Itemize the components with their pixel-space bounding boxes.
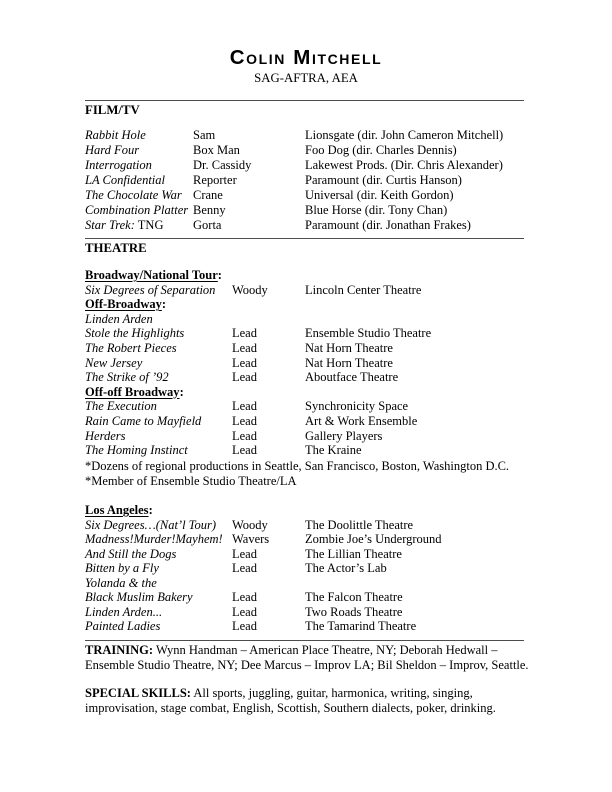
credit-role: Lead (232, 443, 257, 458)
credit-title-text: Star Trek: (85, 218, 135, 232)
credit-title (85, 218, 193, 233)
credit-company: Foo Dog (dir. Charles Dennis) (305, 143, 457, 157)
credit-role (232, 312, 305, 327)
credit-role: Lead (232, 340, 257, 355)
los-angeles-credits (85, 503, 529, 634)
credit-venue: Nat Horn Theatre (305, 355, 393, 370)
credit-title-text: Linden Arden... (85, 604, 163, 619)
credit-title-text: The Homing Instinct (85, 443, 188, 458)
credit-role: Lead (232, 370, 257, 385)
special-skills-paragraph (85, 686, 529, 716)
credit-company: Lionsgate (dir. John Cameron Mitchell) (305, 128, 504, 142)
credit-title (85, 128, 193, 143)
credit-title (85, 143, 193, 158)
credit-title-text: Madness!Murder!Mayhem! (85, 532, 223, 546)
credit-role: Lead (232, 399, 257, 414)
table-row (85, 576, 529, 591)
credit-role: Lead (232, 326, 257, 341)
credit-title-text: New Jersey (85, 355, 143, 370)
skills-text: All sports, juggling, guitar, harmonica, writing, singing, improvisation, stage combat, English, Scottish, Southern dialects, poker, drinking. (85, 686, 496, 716)
table-row (85, 312, 529, 327)
table-row (85, 532, 529, 547)
credit-venue: Synchronicity Space (305, 399, 409, 414)
credit-title-text: Interrogation (85, 158, 152, 172)
union-affiliations: SAG-AFTRA, AEA (254, 71, 358, 85)
credit-title-text: LA Confidential (85, 173, 165, 187)
theatre-credits (85, 268, 529, 458)
credit-company: Universal (dir. Keith Gordon) (305, 188, 454, 202)
section-heading-film-tv: FILM/TV (85, 103, 140, 117)
table-row (85, 341, 529, 356)
table-row (85, 399, 529, 414)
table-row (85, 590, 529, 605)
training-label: TRAINING: (85, 643, 154, 657)
credit-title (85, 203, 193, 218)
credit-venue: Two Roads Theatre (305, 604, 403, 619)
credit-title-text: Linden Arden (85, 311, 153, 326)
credit-venue: The Doolittle Theatre (305, 517, 414, 532)
subsection-heading-los-angeles (85, 503, 529, 518)
section-divider (85, 100, 524, 101)
page-title: Colin Mitchell (229, 46, 383, 69)
credit-title-text: Six Degrees of Separation (85, 282, 216, 297)
skills-label: SPECIAL SKILLS: (85, 686, 191, 700)
credit-title (85, 518, 232, 533)
credit-venue (305, 312, 529, 327)
section-heading-theatre: THEATRE (85, 241, 147, 255)
credit-title-text: Hard Four (85, 143, 140, 157)
credit-venue: The Kraine (305, 443, 362, 458)
credit-title-text: Stole the Highlights (85, 326, 185, 341)
table-row (85, 218, 529, 233)
credit-title (85, 619, 232, 634)
credit-role: Crane (193, 188, 223, 202)
credit-title-text: The Chocolate War (85, 188, 182, 202)
section-divider (85, 640, 524, 641)
credit-venue: Ensemble Studio Theatre (305, 326, 432, 341)
credit-venue: Art & Work Ensemble (305, 413, 418, 428)
credit-title (85, 576, 232, 591)
table-row (85, 619, 529, 634)
note-line: *Member of Ensemble Studio Theatre/LA (85, 473, 297, 488)
credit-role: Box Man (193, 143, 240, 157)
credit-venue: The Lillian Theatre (305, 546, 402, 561)
section-divider (85, 238, 524, 239)
table-row (85, 143, 529, 158)
table-row (85, 561, 529, 576)
subsection-heading-colon: : (148, 503, 153, 517)
credit-title-text: Painted Ladies (85, 619, 161, 633)
table-row (85, 429, 529, 444)
credit-title (85, 158, 193, 173)
credit-title-text: Rain Came to Mayfield (85, 413, 202, 428)
credit-title (85, 590, 232, 605)
table-row (85, 203, 529, 218)
table-row (85, 326, 529, 341)
credit-role: Woody (232, 282, 268, 297)
credit-role: Dr. Cassidy (193, 158, 252, 172)
credit-role: Lead (232, 413, 257, 428)
credit-company: Blue Horse (dir. Tony Chan) (305, 203, 448, 217)
credit-title (85, 429, 232, 444)
credit-title (85, 561, 232, 576)
credit-title-text: Six Degrees…(Nat’l Tour) (85, 517, 217, 532)
table-row (85, 518, 529, 533)
table-row (85, 188, 529, 203)
table-row (85, 370, 529, 385)
credit-role: Lead (232, 619, 257, 633)
credit-title-text: Yolanda & the (85, 575, 157, 590)
training-text: Wynn Handman – American Place Theatre, NY; Deborah Hedwall – Ensemble Studio Theatre, NY; Dee Marcus – Improv LA; Bil Sheldon – Improv, Seattle. (85, 643, 529, 673)
table-row (85, 283, 529, 298)
subsection-heading-off-broadway (85, 297, 529, 312)
note-line: *Dozens of regional productions in Seattle, San Francisco, Boston, Washington D.C. (85, 459, 510, 473)
credit-venue (305, 576, 529, 591)
credit-venue: The Tamarind Theatre (305, 619, 417, 633)
credit-venue: Gallery Players (305, 428, 383, 443)
credit-venue: Lincoln Center Theatre (305, 282, 422, 297)
credit-company: Paramount (dir. Curtis Hanson) (305, 173, 462, 187)
credit-venue: Nat Horn Theatre (305, 340, 393, 355)
table-row (85, 173, 529, 188)
credit-title (85, 341, 232, 356)
subsection-heading-off-off-broadway (85, 385, 529, 400)
credit-role: Lead (232, 428, 257, 443)
credit-role: Benny (193, 203, 226, 217)
subsection-heading-colon: : (161, 297, 167, 312)
regional-notes (85, 459, 529, 488)
table-row (85, 605, 529, 620)
credit-role: Sam (193, 128, 216, 142)
credit-venue: Aboutface Theatre (305, 370, 399, 385)
credit-title (85, 188, 193, 203)
credit-title (85, 312, 232, 327)
resume-header (0, 46, 612, 86)
credit-role: Wavers (232, 532, 270, 546)
credit-title (85, 605, 232, 620)
subsection-heading-label: Off-off Broadway (85, 384, 180, 399)
credit-title (85, 326, 232, 341)
credit-role (232, 576, 305, 591)
subsection-heading-colon: : (179, 384, 184, 399)
credit-role: Lead (232, 561, 257, 575)
credit-title-text: Herders (85, 428, 126, 443)
credit-title-text: The Strike of ’92 (85, 370, 169, 385)
credit-title-suffix: TNG (134, 218, 164, 232)
table-row (85, 443, 529, 458)
subsection-heading-label: Broadway/National Tour (85, 268, 218, 282)
subsection-heading-label: Los Angeles (85, 503, 149, 517)
subsection-heading-label: Off-Broadway (85, 297, 162, 312)
credit-venue: Zombie Joe’s Underground (305, 532, 442, 546)
credit-title-text: The Execution (85, 399, 157, 414)
credit-title (85, 414, 232, 429)
table-row (85, 158, 529, 173)
credit-title (85, 443, 232, 458)
training-paragraph (85, 643, 529, 673)
credit-role: Lead (232, 355, 257, 370)
credit-title (85, 356, 232, 371)
credit-title-text: The Robert Pieces (85, 340, 177, 355)
credit-role: Lead (232, 604, 257, 619)
credit-company: Lakewest Prods. (Dir. Chris Alexander) (305, 158, 503, 172)
credit-role: Woody (232, 517, 268, 532)
credit-venue: The Falcon Theatre (305, 590, 403, 604)
credit-title-text: And Still the Dogs (85, 546, 177, 561)
table-row (85, 414, 529, 429)
credit-title-text: Bitten by a Fly (85, 561, 159, 575)
credit-role: Lead (232, 590, 257, 604)
credit-title-text: Rabbit Hole (85, 128, 146, 142)
credit-role: Lead (232, 546, 257, 561)
credit-role: Gorta (193, 218, 222, 232)
credit-title (85, 283, 232, 298)
table-row (85, 547, 529, 562)
credit-title (85, 399, 232, 414)
credit-title (85, 370, 232, 385)
film-tv-credits-table (85, 128, 529, 233)
credit-title-text: Combination Platter (85, 203, 189, 217)
credit-title (85, 173, 193, 188)
credit-title (85, 532, 232, 547)
credit-title-text: Black Muslim Bakery (85, 590, 193, 604)
credit-venue: The Actor’s Lab (305, 561, 387, 575)
table-row (85, 128, 529, 143)
table-row (85, 356, 529, 371)
subsection-heading-broadway (85, 268, 529, 283)
credit-title (85, 547, 232, 562)
credit-company: Paramount (dir. Jonathan Frakes) (305, 218, 471, 232)
subsection-heading-colon: : (217, 268, 222, 282)
credit-role: Reporter (193, 173, 237, 187)
